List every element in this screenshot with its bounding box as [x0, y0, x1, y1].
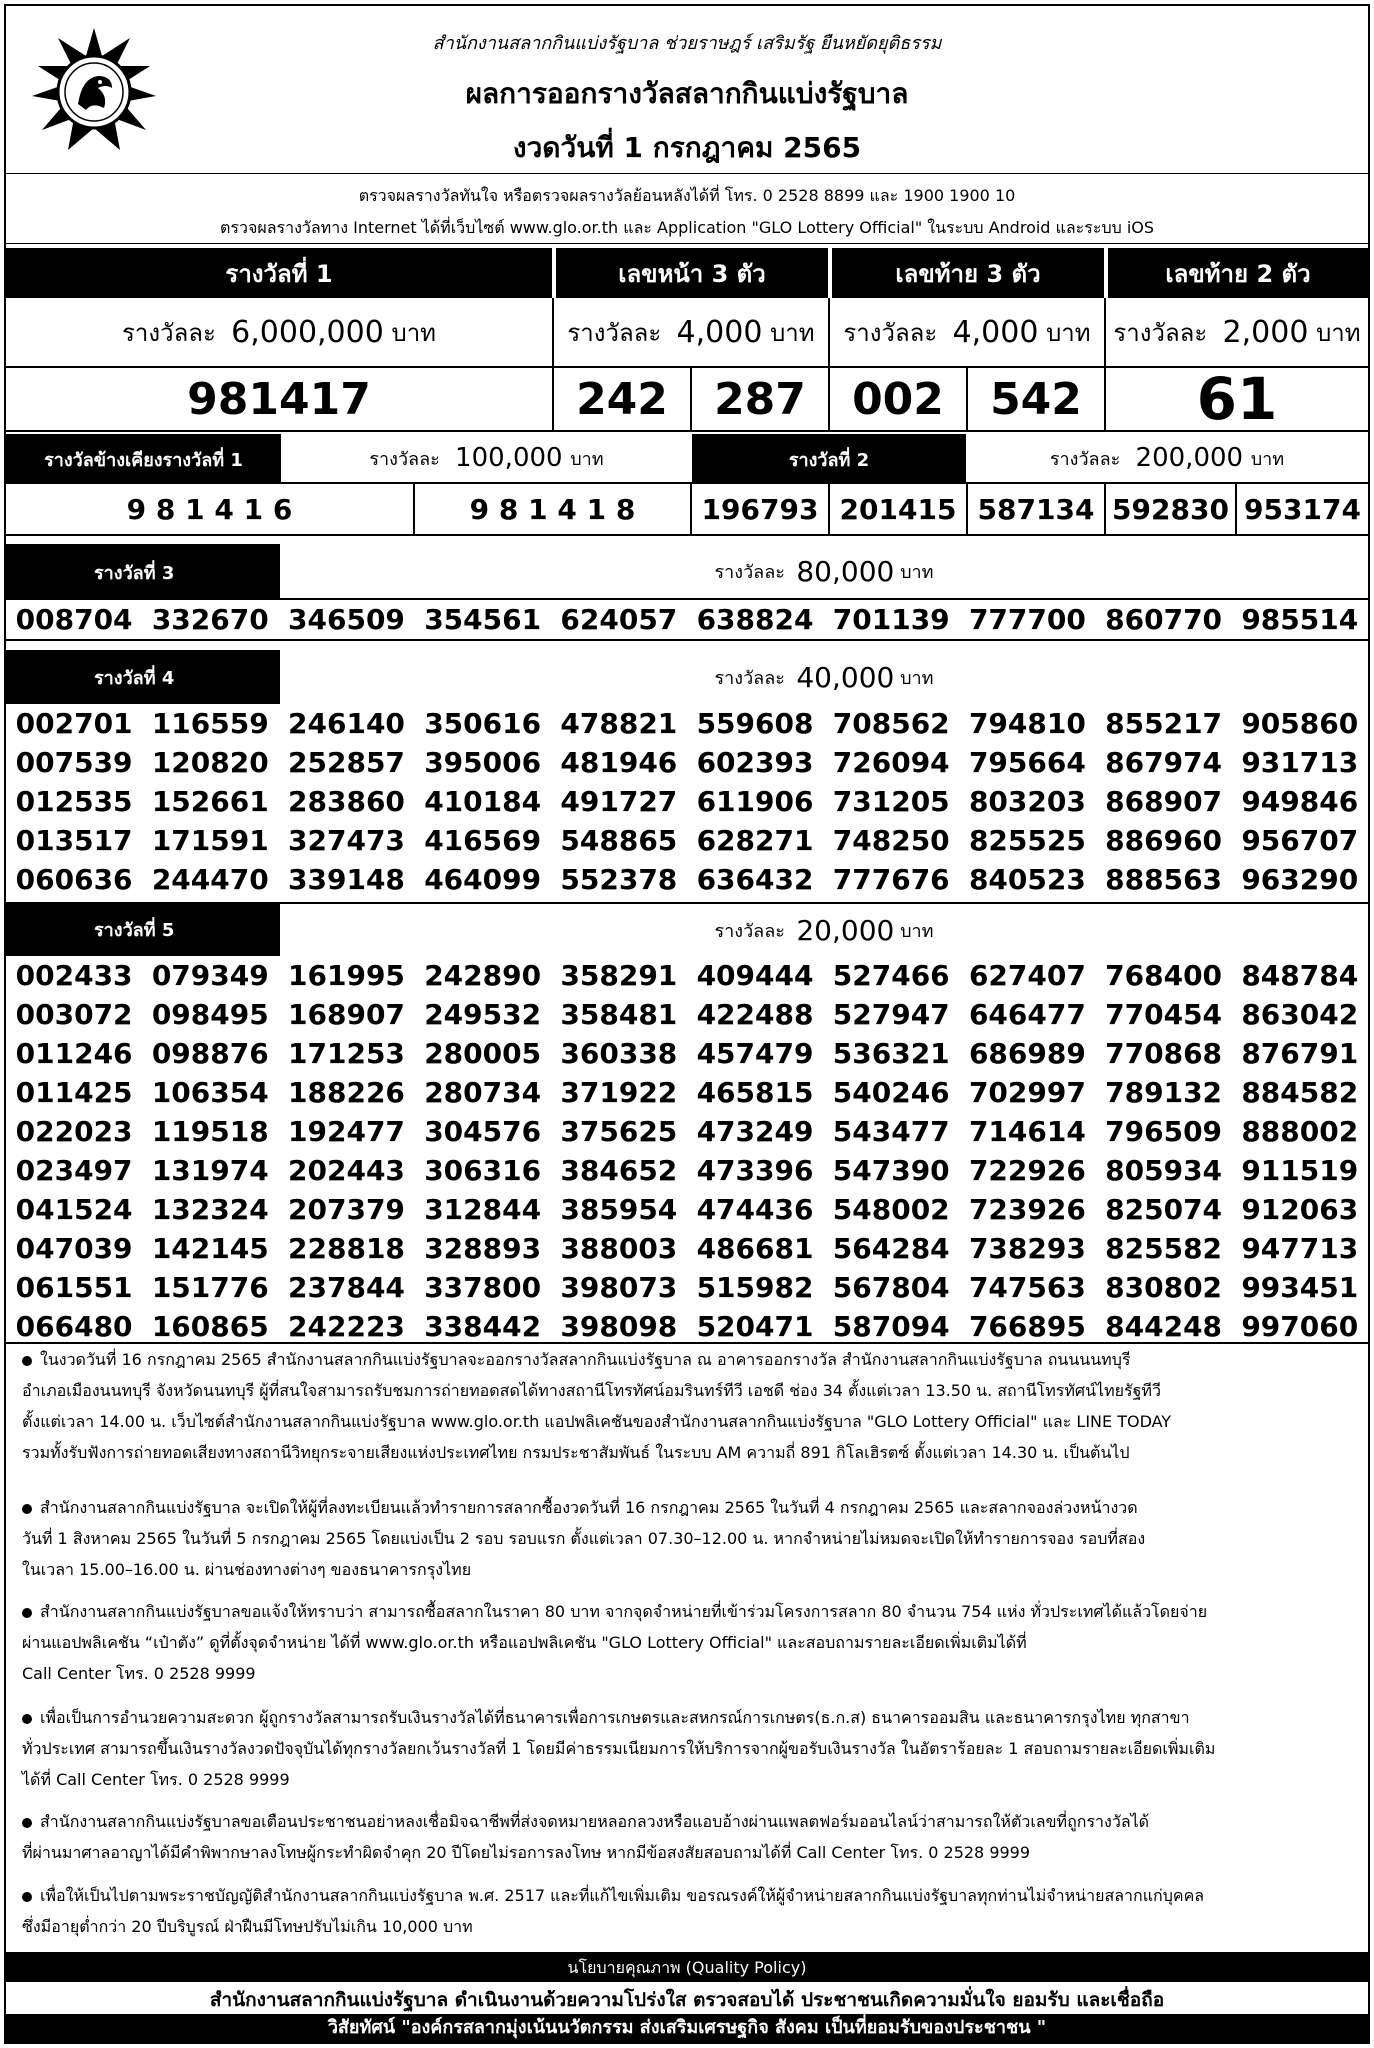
amount-unit: บาท	[1046, 318, 1091, 347]
fifth-prize-number: 520471	[696, 1310, 814, 1343]
check-web-info: ตรวจผลรางวัลทาง Internet ได้ที่เว็บไซต์ www.glo.or.th และ Application "GLO Lottery Official" ในระบบ Android และระบบ iOS	[219, 218, 1155, 237]
fifth-prize-number: 723926	[968, 1193, 1086, 1226]
fourth-prize-number: 283860	[288, 785, 405, 818]
fifth-prize-number: 242890	[424, 959, 542, 992]
fifth-prize-number: 947713	[1241, 1232, 1359, 1265]
amount-unit: บาท	[900, 667, 934, 689]
first-prize-header: รางวัลที่ 1	[6, 248, 552, 298]
fifth-prize-number: 160865	[151, 1310, 269, 1343]
fifth-prize-number: 567804	[832, 1271, 950, 1304]
fourth-prize-number: 491727	[560, 785, 678, 818]
fourth-prize-number: 748250	[832, 824, 950, 857]
fifth-prize-number: 540246	[832, 1076, 950, 1109]
fourth-prize-number: 949846	[1241, 785, 1359, 818]
amount-unit: บาท	[900, 920, 934, 942]
amount-value: 6,000,000	[231, 314, 384, 350]
fifth-prize-number: 280005	[424, 1037, 542, 1070]
announcement-text: ในเวลา 15.00–16.00 น. ผ่านช่องทางต่างๆ ของธนาคารกรุงไทย	[22, 1560, 472, 1579]
fifth-prize-number: 171253	[288, 1037, 405, 1070]
third-prize-number: 985514	[1241, 603, 1359, 636]
announcement-text: อำเภอเมืองนนทบุรี จังหวัดนนทบุรี ผู้ที่สนใจสามารถรับชมการถ่ายทอดสดได้ทางสถานีโทรทัศน์อมรินทร์ทีวี เอชดี ช่อง 34 ตั้งแต่เวลา 13.50 น. สถานีโทรทัศน์ไทยรัฐทีวี	[22, 1381, 1161, 1400]
fifth-prize-number: 796509	[1105, 1115, 1223, 1148]
fifth-prize-number: 237844	[288, 1271, 405, 1304]
fifth-prize-number: 738293	[968, 1232, 1086, 1265]
fourth-prize-number: 410184	[424, 785, 542, 818]
fifth-prize-number: 398098	[560, 1310, 678, 1343]
second-prize-number: 201415	[830, 484, 968, 536]
second-prize-number: 592830	[1106, 484, 1237, 536]
fifth-prize-number: 328893	[424, 1232, 542, 1265]
fifth-prize-number: 766895	[968, 1310, 1086, 1343]
divider	[6, 173, 1368, 174]
announcement-item	[22, 1806, 1357, 1868]
announcement-item	[22, 1596, 1357, 1689]
amount-prefix: รางวัลละ	[567, 318, 662, 347]
fifth-prize-number: 385954	[560, 1193, 678, 1226]
fifth-prize-number: 473249	[696, 1115, 814, 1148]
fourth-prize-number: 339148	[288, 863, 405, 896]
third-prize-number: 354561	[424, 603, 542, 636]
draw-date: งวดวันที่ 1 กรกฎาคม 2565	[512, 131, 862, 164]
fourth-prize-number: 350616	[424, 707, 542, 740]
fifth-prize-number: 338442	[424, 1310, 542, 1343]
fifth-prize-number: 474436	[696, 1193, 814, 1226]
fifth-prize-number: 527947	[832, 998, 950, 1031]
announcement-item	[22, 1492, 1357, 1585]
fifth-prize-number: 848784	[1241, 959, 1359, 992]
fourth-prize-number: 963290	[1241, 863, 1359, 896]
announcement-text: รวมทั้งรับฟังการถ่ายทอดเสียงทางสถานีวิทยุกระจายเสียงแห่งประเทศไทย กรมประชาสัมพันธ์ ในระบบ AM ความถี่ 891 กิโลเฮิรตซ์ ตั้งแต่เวลา 14.30 น. เป็นต้นไป	[22, 1443, 1130, 1462]
announcement-line	[22, 1702, 1357, 1733]
near-first-amount	[281, 434, 692, 484]
fourth-prize-number: 956707	[1241, 824, 1359, 857]
fourth-prize-number: 794810	[968, 707, 1086, 740]
slogan: สำนักงานสลากกินแบ่งรัฐบาล ช่วยราษฎร์ เสริมรัฐ ยืนหยัดยุติธรรม	[432, 33, 942, 54]
fifth-prize-number: 646477	[968, 998, 1086, 1031]
announcement-line	[22, 1733, 1357, 1764]
fifth-prize-number: 358481	[560, 998, 678, 1031]
near-first-number: 9 8 1 4 1 8	[415, 484, 692, 536]
announcement-item	[22, 1880, 1357, 1942]
fourth-prize-number: 931713	[1241, 746, 1359, 779]
fourth-prize-number: 244470	[151, 863, 269, 896]
fifth-prize-number: 280734	[424, 1076, 542, 1109]
second-prize-number: 587134	[968, 484, 1106, 536]
fifth-prize-number: 686989	[968, 1037, 1086, 1070]
fifth-prize-number: 876791	[1241, 1037, 1359, 1070]
fifth-prize-number: 388003	[560, 1232, 678, 1265]
third-prize-number: 332670	[151, 603, 269, 636]
amount-value: 40,000	[796, 660, 895, 694]
fifth-prize-number: 304576	[424, 1115, 542, 1148]
amount-unit: บาท	[1250, 448, 1285, 470]
announcement-line	[22, 1658, 1357, 1689]
fifth-prize-number: 079349	[151, 959, 269, 992]
fourth-prize-number: 552378	[560, 863, 678, 896]
fifth-prize-number: 249532	[424, 998, 542, 1031]
fourth-prize-number: 777676	[832, 863, 950, 896]
back3-header: เลขท้าย 3 ตัว	[832, 248, 1104, 298]
fourth-prize-number: 803203	[968, 785, 1086, 818]
fourth-prize-number: 840523	[968, 863, 1086, 896]
announcement-line	[22, 1554, 1357, 1585]
fifth-prize-number: 515982	[696, 1271, 814, 1304]
fourth-prize-number: 481946	[560, 746, 678, 779]
announcement-text: วันที่ 1 สิงหาคม 2565 ในวันที่ 5 กรกฎาคม 2565 โดยแบ่งเป็น 2 รอบ รอบแรก ตั้งแต่เวลา 07.30–12.00 น. หากจำหน่ายไม่หมดจะเปิดให้ทำรายการจอง รอบที่สอง	[22, 1529, 1146, 1548]
fifth-prize-number: 830802	[1105, 1271, 1223, 1304]
lottery-results-page	[4, 4, 1370, 2044]
amount-value: 80,000	[796, 554, 895, 588]
amount-prefix: รางวัลละ	[843, 318, 938, 347]
fourth-prize-grid	[6, 704, 1368, 899]
fifth-prize-number: 409444	[696, 959, 814, 992]
fourth-prize-number: 825525	[968, 824, 1086, 857]
announcement-item	[22, 1702, 1357, 1795]
second-prize-header: รางวัลที่ 2	[692, 434, 966, 484]
announcement-line	[22, 1344, 1357, 1375]
second-prize-amount	[966, 434, 1368, 484]
fifth-prize-number: 192477	[288, 1115, 405, 1148]
announcement-text: สำนักงานสลากกินแบ่งรัฐบาลขอเตือนประชาชนอย่าหลงเชื่อมิจฉาชีพที่ส่งจดหมายหลอกลวงหรือแอบอ้างผ่านแพลตฟอร์มออนไลน์ว่าสามารถให้ตัวเลขที่ถูกรางวัลได้	[40, 1812, 1150, 1831]
fifth-prize-number: 627407	[968, 959, 1086, 992]
third-prize-number: 860770	[1105, 603, 1223, 636]
announcement-line	[22, 1596, 1357, 1627]
quality-policy-text: สำนักงานสลากกินแบ่งรัฐบาล ดำเนินงานด้วยความโปร่งใส ตรวจสอบได้ ประชาชนเกิดความมั่นใจ ยอมรับ และเชื่อถือ	[209, 1989, 1165, 2011]
fourth-prize-number: 416569	[424, 824, 542, 857]
fourth-prize-number: 559608	[696, 707, 814, 740]
fifth-prize-number: 207379	[288, 1193, 405, 1226]
fourth-prize-number: 867974	[1105, 746, 1223, 779]
fifth-prize-number: 702997	[968, 1076, 1086, 1109]
fifth-prize-number: 358291	[560, 959, 678, 992]
fourth-prize-number: 007539	[15, 746, 133, 779]
fifth-prize-number: 912063	[1241, 1193, 1359, 1226]
fifth-prize-number: 002433	[15, 959, 133, 992]
third-prize-grid	[6, 600, 1368, 641]
fifth-prize-number: 202443	[288, 1154, 405, 1187]
fifth-prize-number: 047039	[15, 1232, 133, 1265]
announcement-text: ตั้งแต่เวลา 14.00 น. เว็บไซต์สำนักงานสลากกินแบ่งรัฐบาล www.glo.or.th แอปพลิเคชันของสำนักงานสลากกินแบ่งรัฐบาล "GLO Lottery Official" และ LINE TODAY	[22, 1412, 1172, 1431]
fourth-prize-number: 888563	[1105, 863, 1223, 896]
announcement-text: ได้ที่ Call Center โทร. 0 2528 9999	[22, 1770, 290, 1789]
amount-value: 20,000	[796, 913, 895, 947]
fifth-prize-number: 106354	[151, 1076, 269, 1109]
amount-value: 2,000	[1222, 314, 1309, 350]
back3-number: 002	[830, 368, 968, 432]
fifth-prize-number: 131974	[151, 1154, 269, 1187]
fifth-prize-number: 844248	[1105, 1310, 1223, 1343]
fifth-prize-number: 747563	[968, 1271, 1086, 1304]
third-prize-amount	[280, 544, 1368, 600]
fourth-prize-number: 868907	[1105, 785, 1223, 818]
fifth-prize-number: 142145	[151, 1232, 269, 1265]
fifth-prize-number: 587094	[832, 1310, 950, 1343]
announcement-text: ซึ่งมีอายุต่ำกว่า 20 ปีบริบูรณ์ ฝ่าฝืนมีโทษปรับไม่เกิน 10,000 บาท	[22, 1917, 473, 1936]
back3-amount	[830, 298, 1106, 368]
fifth-prize-number: 770454	[1105, 998, 1223, 1031]
announcement-line	[22, 1375, 1357, 1406]
fourth-prize-number: 611906	[696, 785, 814, 818]
fourth-prize-number: 060636	[15, 863, 133, 896]
front3-number: 242	[554, 368, 692, 432]
fifth-prize-number: 993451	[1241, 1271, 1359, 1304]
amount-unit: บาท	[391, 318, 436, 347]
fourth-prize-number: 886960	[1105, 824, 1223, 857]
amount-prefix: รางวัลละ	[369, 448, 440, 470]
front3-header: เลขหน้า 3 ตัว	[556, 248, 828, 298]
near-first-number: 9 8 1 4 1 6	[6, 484, 415, 536]
fifth-prize-number: 465815	[696, 1076, 814, 1109]
announcement-line	[22, 1437, 1357, 1468]
fifth-prize-number: 119518	[151, 1115, 269, 1148]
bullet-icon	[22, 1504, 32, 1514]
fourth-prize-number: 602393	[696, 746, 814, 779]
quality-policy-label: นโยบายคุณภาพ (Quality Policy)	[6, 1954, 1368, 1982]
fifth-prize-number: 422488	[696, 998, 814, 1031]
second-prize-number: 196793	[692, 484, 830, 536]
fifth-prize-number: 548002	[832, 1193, 950, 1226]
fifth-prize-number: 789132	[1105, 1076, 1223, 1109]
announcement-text: Call Center โทร. 0 2528 9999	[22, 1664, 256, 1683]
fifth-prize-number: 473396	[696, 1154, 814, 1187]
fifth-prize-number: 543477	[832, 1115, 950, 1148]
fifth-prize-number: 188226	[288, 1076, 405, 1109]
fifth-prize-number: 151776	[151, 1271, 269, 1304]
fifth-prize-number: 911519	[1241, 1154, 1359, 1187]
fifth-prize-number: 041524	[15, 1193, 133, 1226]
fifth-prize-number: 066480	[15, 1310, 133, 1343]
back2-amount	[1106, 298, 1368, 368]
announcement-text: สำนักงานสลากกินแบ่งรัฐบาลขอแจ้งให้ทราบว่า สามารถซื้อสลากในราคา 80 บาท จากจุดจำหน่ายที่เข้าร่วมโครงการสลาก 80 จำนวน 754 แห่ง ทั่วประเทศได้แล้วโดยจ่าย	[40, 1602, 1208, 1621]
fifth-prize-number: 098495	[151, 998, 269, 1031]
bullet-icon	[22, 1714, 32, 1724]
fourth-prize-number: 171591	[151, 824, 269, 857]
fourth-prize-number: 152661	[151, 785, 269, 818]
fifth-prize-number: 547390	[832, 1154, 950, 1187]
amount-prefix: รางวัลละ	[122, 318, 216, 347]
fifth-prize-number: 714614	[968, 1115, 1086, 1148]
third-prize-number: 346509	[288, 603, 405, 636]
bullet-icon	[22, 1892, 32, 1902]
fifth-prize-number: 132324	[151, 1193, 269, 1226]
vision-statement: วิสัยทัศน์ "องค์กรสลากมุ่งเน้นนวัตกรรม ส่งเสริมเศรษฐกิจ สังคม เป็นที่ยอมรับของประชาชน "	[6, 2014, 1368, 2042]
announcement-line	[22, 1837, 1357, 1868]
fourth-prize-number: 327473	[288, 824, 405, 857]
amount-unit: บาท	[770, 318, 815, 347]
fourth-prize-amount	[280, 650, 1368, 704]
fifth-prize-number: 536321	[832, 1037, 950, 1070]
fourth-prize-number: 013517	[15, 824, 133, 857]
fifth-prize-amount	[280, 902, 1368, 956]
fifth-prize-number: 337800	[424, 1271, 542, 1304]
check-phone-info: ตรวจผลรางวัลทันใจ หรือตรวจผลรางวัลย้อนหลังได้ที่ โทร. 0 2528 8899 และ 1900 1900 10	[358, 186, 1016, 205]
front3-number: 287	[692, 368, 830, 432]
fourth-prize-number: 708562	[832, 707, 950, 740]
third-prize-number: 777700	[968, 603, 1086, 636]
announcement-text: ที่ผ่านมาศาลอาญาได้มีคำพิพากษาลงโทษผู้กระทำผิดจำคุก 20 ปีโดยไม่รอการลงโทษ หากมีข้อสงสัยสอบถามได้ที่ Call Center โทร. 0 2528 9999	[22, 1843, 1031, 1862]
fifth-prize-number: 384652	[560, 1154, 678, 1187]
announcement-line	[22, 1406, 1357, 1437]
fifth-prize-number: 098876	[151, 1037, 269, 1070]
announcement-text: เพื่อให้เป็นไปตามพระราชบัญญัติสำนักงานสลากกินแบ่งรัฐบาล พ.ศ. 2517 และที่แก้ไขเพิ่มเติม ขอรณรงค์ให้ผู้จำหน่ายสลากกินแบ่งรัฐบาลทุกท่านไม่จำหน่ายสลากแก่บุคคล	[40, 1886, 1205, 1905]
fifth-prize-number: 527466	[832, 959, 950, 992]
fifth-prize-number: 768400	[1105, 959, 1223, 992]
fifth-prize-number: 360338	[560, 1037, 678, 1070]
fourth-prize-number: 120820	[151, 746, 269, 779]
fifth-prize-number: 398073	[560, 1271, 678, 1304]
fifth-prize-number: 022023	[15, 1115, 133, 1148]
fourth-prize-number: 628271	[696, 824, 814, 857]
announcement-text: ในงวดวันที่ 16 กรกฎาคม 2565 สำนักงานสลากกินแบ่งรัฐบาลจะออกรางวัลสลากกินแบ่งรัฐบาล ณ อาคารออกรางวัล สำนักงานสลากกินแบ่งรัฐบาล ถนนนนทบุรี	[40, 1350, 1131, 1369]
back2-header: เลขท้าย 2 ตัว	[1108, 248, 1368, 298]
fifth-prize-number: 242223	[288, 1310, 405, 1343]
fifth-prize-number: 011425	[15, 1076, 133, 1109]
fifth-prize-number: 825074	[1105, 1193, 1223, 1226]
amount-value: 4,000	[676, 314, 763, 350]
fourth-prize-number: 855217	[1105, 707, 1223, 740]
announcement-item	[22, 1344, 1357, 1468]
fifth-prize-grid	[6, 956, 1368, 1346]
fifth-prize-number: 457479	[696, 1037, 814, 1070]
announcement-text: ทั่วประเทศ สามารถขึ้นเงินรางวัลงวดปัจจุบันได้ทุกรางวัลยกเว้นรางวัลที่ 1 โดยมีค่าธรรมเนียมการให้บริการจากผู้ขอรับเงินรางวัล ในอัตราร้อยละ 1 สอบถามรายละเอียดเพิ่มเติม	[22, 1739, 1216, 1758]
bullet-icon	[22, 1608, 32, 1618]
announcement-line	[22, 1880, 1357, 1911]
first-prize-amount	[6, 298, 554, 368]
announcement-line	[22, 1627, 1357, 1658]
fifth-prize-number: 061551	[15, 1271, 133, 1304]
amount-prefix: รางวัลละ	[714, 561, 785, 583]
fifth-prize-number: 306316	[424, 1154, 542, 1187]
near-first-header: รางวัลข้างเคียงรางวัลที่ 1	[6, 434, 281, 484]
fifth-prize-number: 564284	[832, 1232, 950, 1265]
fifth-prize-number: 003072	[15, 998, 133, 1031]
first-prize-number: 981417	[6, 368, 554, 432]
announcement-line	[22, 1523, 1357, 1554]
third-prize-number: 624057	[560, 603, 678, 636]
fifth-prize-number: 375625	[560, 1115, 678, 1148]
fourth-prize-number: 548865	[560, 824, 678, 857]
fifth-prize-number: 825582	[1105, 1232, 1223, 1265]
fifth-prize-number: 863042	[1241, 998, 1359, 1031]
fifth-prize-number: 888002	[1241, 1115, 1359, 1148]
bullet-icon	[22, 1356, 32, 1366]
fourth-prize-number: 116559	[151, 707, 269, 740]
fifth-prize-header: รางวัลที่ 5	[6, 902, 280, 956]
fifth-prize-number: 312844	[424, 1193, 542, 1226]
amount-prefix: รางวัลละ	[1049, 448, 1121, 470]
amount-unit: บาท	[1316, 318, 1361, 347]
announcement-line	[22, 1764, 1357, 1795]
fifth-prize-number: 770868	[1105, 1037, 1223, 1070]
third-prize-number: 701139	[832, 603, 950, 636]
fifth-prize-number: 228818	[288, 1232, 405, 1265]
fourth-prize-number: 012535	[15, 785, 133, 818]
announcement-text: เพื่อเป็นการอำนวยความสะดวก ผู้ถูกรางวัลสามารถรับเงินรางวัลได้ที่ธนาคารเพื่อการเกษตรและสหกรณ์การเกษตร(ธ.ก.ส) ธนาคารออมสิน และธนาคารกรุงไทย ทุกสาขา	[40, 1708, 1190, 1727]
fourth-prize-number: 002701	[15, 707, 133, 740]
fourth-prize-number: 731205	[832, 785, 950, 818]
amount-value: 100,000	[455, 443, 563, 473]
fifth-prize-number: 371922	[560, 1076, 678, 1109]
fifth-prize-number: 884582	[1241, 1076, 1359, 1109]
fifth-prize-number: 997060	[1241, 1310, 1359, 1343]
fifth-prize-number: 023497	[15, 1154, 133, 1187]
third-prize-number: 638824	[696, 603, 814, 636]
third-prize-header: รางวัลที่ 3	[6, 544, 280, 600]
fifth-prize-number: 168907	[288, 998, 405, 1031]
amount-prefix: รางวัลละ	[714, 920, 785, 942]
fourth-prize-number: 252857	[288, 746, 405, 779]
fifth-prize-number: 011246	[15, 1037, 133, 1070]
fourth-prize-number: 636432	[696, 863, 814, 896]
announcement-text: สำนักงานสลากกินแบ่งรัฐบาล จะเปิดให้ผู้ที่ลงทะเบียนแล้วทำรายการสลากซื้องวดวันที่ 16 กรกฎาคม 2565 ในวันที่ 4 กรกฎาคม 2565 และสลากจองล่วงหน้างวด	[40, 1498, 1138, 1517]
fourth-prize-number: 464099	[424, 863, 542, 896]
second-prize-number: 953174	[1237, 484, 1368, 536]
amount-unit: บาท	[570, 448, 604, 470]
back3-number: 542	[968, 368, 1106, 432]
amount-value: 200,000	[1135, 443, 1244, 473]
fourth-prize-header: รางวัลที่ 4	[6, 650, 280, 704]
fifth-prize-number: 161995	[288, 959, 405, 992]
fourth-prize-number: 395006	[424, 746, 542, 779]
page-title: ผลการออกรางวัลสลากกินแบ่งรัฐบาล	[465, 77, 909, 110]
amount-prefix: รางวัลละ	[714, 667, 785, 689]
announcement-line	[22, 1911, 1357, 1942]
fourth-prize-number: 795664	[968, 746, 1086, 779]
amount-unit: บาท	[900, 561, 934, 583]
back2-number: 61	[1106, 368, 1368, 432]
fifth-prize-number: 486681	[696, 1232, 814, 1265]
amount-value: 4,000	[952, 314, 1039, 350]
fifth-prize-number: 722926	[968, 1154, 1086, 1187]
announcement-text: ผ่านแอปพลิเคชัน “เป๋าตัง” ดูที่ตั้งจุดจำหน่าย ได้ที่ www.glo.or.th หรือแอปพลิเคชัน "GLO Lottery Official" และสอบถามรายละเอียดเพิ่มเติมได้ที่	[22, 1633, 1027, 1652]
third-prize-number: 008704	[15, 603, 133, 636]
header	[6, 6, 1368, 244]
fourth-prize-number: 905860	[1241, 707, 1359, 740]
fourth-prize-number: 246140	[288, 707, 405, 740]
fourth-prize-number: 478821	[560, 707, 678, 740]
fifth-prize-number: 805934	[1105, 1154, 1223, 1187]
bullet-icon	[22, 1818, 32, 1828]
front3-amount	[554, 298, 830, 368]
amount-prefix: รางวัลละ	[1113, 318, 1208, 347]
announcement-line	[22, 1492, 1357, 1523]
announcement-line	[22, 1806, 1357, 1837]
fourth-prize-number: 726094	[832, 746, 950, 779]
